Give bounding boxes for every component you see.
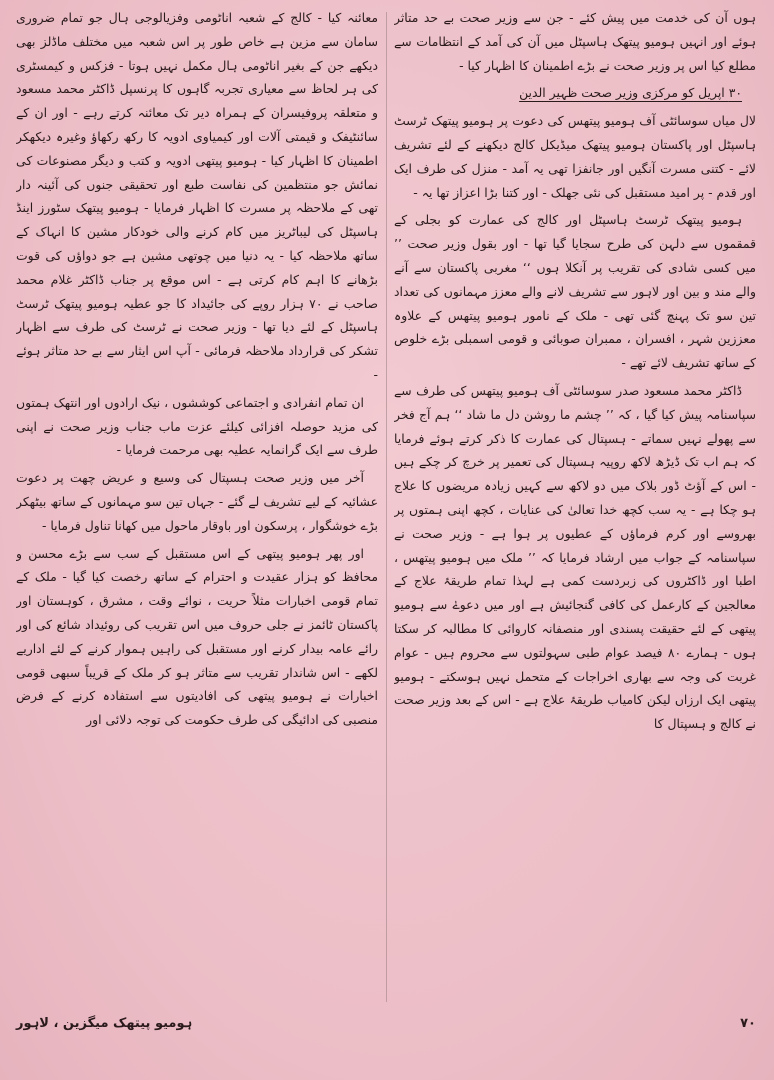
footer-magazine-title: ہومیو پیتھک میگزین ، لاہور (16, 1016, 193, 1031)
left-column (16, 6, 378, 1006)
right-paragraph-heading: ۳۰ اپریل کو مرکزی وزیر صحت ظہیر الدین (519, 85, 742, 101)
right-paragraph-4: ڈاکٹر محمد مسعود صدر سوسائٹی آف ہومیو پیتھس کی طرف سے سپاسنامہ پیش کیا گیا ، کہ ’’ چشم ما روشن دل ما شاد ‘‘ ہم آج فخر سے پھولے نہیں سماتے - ہسپتال کی عمارت کا ذکر کرتے ہوئے فرمایا کہ ہم اب تک ڈیڑھ لاکھ روپیہ ہسپتال کی تعمیر پر خرچ کر چکے ہیں - اس کے آؤٹ ڈور بلاک میں دو لاکھ سے کہیں زیادہ مریضوں کا علاج ہو چکا ہے - یہ سب کچھ خدا تعالیٰ کی عنایات ، کچھ اپنی ہمتوں پر بھروسے اور کرم فرماؤں کے عطیوں پر ہوا ہے - وزیر صحت نے سپاسنامہ کے جواب میں ارشاد فرمایا کہ ’’ ملک میں ہومیو پیتھس ، اطبا اور ڈاکٹروں کی زبردست کمی ہے لہذا تمام طریقۂ علاج کے معالجین کے کارعمل کی کافی گنجائیش ہے اور میں دعوےٰ سے ہومیو پیتھی کے لئے حقیقت پسندی اور منصفانہ کاروائی کا مطالبہ کر سکتا ہوں - ہمارے ۸۰ فیصد عوام طبی سہولتوں سے محروم ہیں - عوام غربت کی وجہ سے بھاری اخراجات کے متحمل نہیں ہوسکتے - ہومیو پیتھی ایک ارزاں لیکن کامیاب طریقۂ علاج ہے - اس کے بعد وزیر صحت نے کالج و ہسپتال کا (394, 382, 756, 732)
left-paragraph-1: معائنہ کیا - کالج کے شعبہ اناٹومی وفزیالوجی ہال جو تمام ضروری سامان سے مزین ہے خاص طور پر اس شعبہ میں مختلف ماڈلز بھی دیکھے جن کے بغیر اناٹومی ہال مکمل نہیں ہوتا - فزکس و کیمسٹری کی ہر لحاظ سے معیاری تجربہ گاہوں کا پرنسپل ڈاکٹر محمد مسعود و متعلقہ پروفیسران کے ہمراہ دیر تک معائنہ کرتے رہے - اور ان کے سائنٹیفک و قیمتی آلات اور کیمیاوی ادویہ کا رکھ رکھاؤ وغیرہ دیکھکر اطمینان کا اظہار کیا - ہومیو پیتھی ادویہ و کتب و دیگر مصنوعات کی نمائش جو منتظمین کی نفاست طبع اور تحقیقی جنوں کی آئینہ دار تھی کے ملاحظہ پر مسرت کا اظہار فرمایا - ہومیو پیتھک سٹورز اینڈ ہاسپٹل کی لیباٹریز میں کام کرنے والی خودکار مشین کا انہاک کے ساتھ ملاحظہ کیا - یہ دنیا میں چوتھی مشین ہے جو دواؤں کی قوت بڑھانے کا اہم کام کرتی ہے - اس موقع پر جناب ڈاکٹر غلام محمد صاحب نے ۷۰ ہزار روپے کی جائیداد کا جو عطیہ ہومیو پیتھک ٹرسٹ ہاسپٹل کے لئے دیا تھا - وزیر صحت نے ٹرسٹ کی طرف سے اظہار تشکر کی قرارداد ملاحظہ فرمائی - آپ اس ایثار سے بے حد متاثر ہوئے - (16, 10, 378, 382)
left-paragraph-2: ان تمام انفرادی و اجتماعی کوششوں ، نیک ارادوں اور انتھک ہمتوں کی مزید حوصلہ افزائی کیلئے عزت ماب جناب وزیر صحت نے اپنی طرف سے ایک گرانمایہ عطیہ بھی مرحمت فرمایا - (16, 394, 378, 458)
left-paragraph-3: آخر میں وزیر صحت ہسپتال کی وسیع و عریض چھت پر دعوت عشائیہ کے لیے تشریف لے گئے - جہاں تین سو مہمانوں کے ساتھ بیٹھکر بڑے خوشگوار ، پرسکون اور باوقار ماحول میں کھانا تناول فرمایا - (16, 470, 378, 533)
right-paragraph-1: ہوں آن کی خدمت میں پیش کئے - جن سے وزیر صحت بے حد متاثر ہوئے اور انہیں ہومیو پیتھک ہاسپٹل میں آن کی آمد کے انتظامات سے مطلع کیا اس پر وزیر صحت نے بڑے اطمینان کا اظہار کیا - (394, 10, 756, 73)
right-paragraph-3: ہومیو پیتھک ٹرسٹ ہاسپٹل اور کالج کی عمارت کو بجلی کے قمقموں سے دلہن کی طرح سجایا گیا تھا - اور بقول وزیر صحت ’’ میں کسی شادی کی تقریب پر آنکلا ہوں ‘‘ مغربی پاکستان سے آنے والے مند و بین اور لاہور سے تشریف لانے والے معزز مہمانوں کی تعداد تین سو تک پہنچ گئی تھی - ملک کے نامور ہومیو پیتھس کے علاوہ معززین شہر ، افسران ، ممبران صوبائی و قومی اسمبلی بڑے خلوص کے ساتھ تشریف لائے تھے - (394, 212, 756, 371)
right-column (394, 6, 756, 1006)
page-footer (16, 1016, 756, 1040)
column-divider (386, 12, 387, 1002)
right-paragraph-2: لال میاں سوسائٹی آف ہومیو پیتھس کی دعوت پر ہومیو پیتھک ٹرسٹ ہاسپٹل اور پاکستان ہومیو پیتھک میڈیکل کالج دیکھنے کے لئے تشریف لائے - کتنی مسرت آنگیں اور جانفزا تھی یہ آمد - منزل کی طرف ایک اور قدم - پر امید مستقبل کی نئی جھلک - اور کتنا بڑا اعزاز تھا یہ - (394, 113, 756, 200)
left-paragraph-4: اور پھر ہومیو پیتھی کے اس مستقبل کے سب سے بڑے محسن و محافظ کو ہزار عقیدت و احترام کے ساتھ رخصت کیا گیا - ملک کے تمام قومی اخبارات مثلاً حریت ، نوائے وقت ، مشرق ، کوہستان اور پاکستان ٹائمز نے جلی حروف میں اس تقریب کی روئیداد شائع کی اور رائے عامہ بیدار کرنے اور مستقبل کی راہیں ہموار کرنے کے لئے اداریے لکھے - اس شاندار تقریب سے متاثر ہو کر ملک کے قریباً سبھی قومی اخبارات نے ہومیو پیتھی کی افادیتوں سے استفادہ کرنے کے فرض منصبی کی ادائیگی کی طرف حکومت کی توجہ دلائی اور (16, 545, 378, 728)
footer-page-number: ۷۰ (740, 1016, 756, 1031)
